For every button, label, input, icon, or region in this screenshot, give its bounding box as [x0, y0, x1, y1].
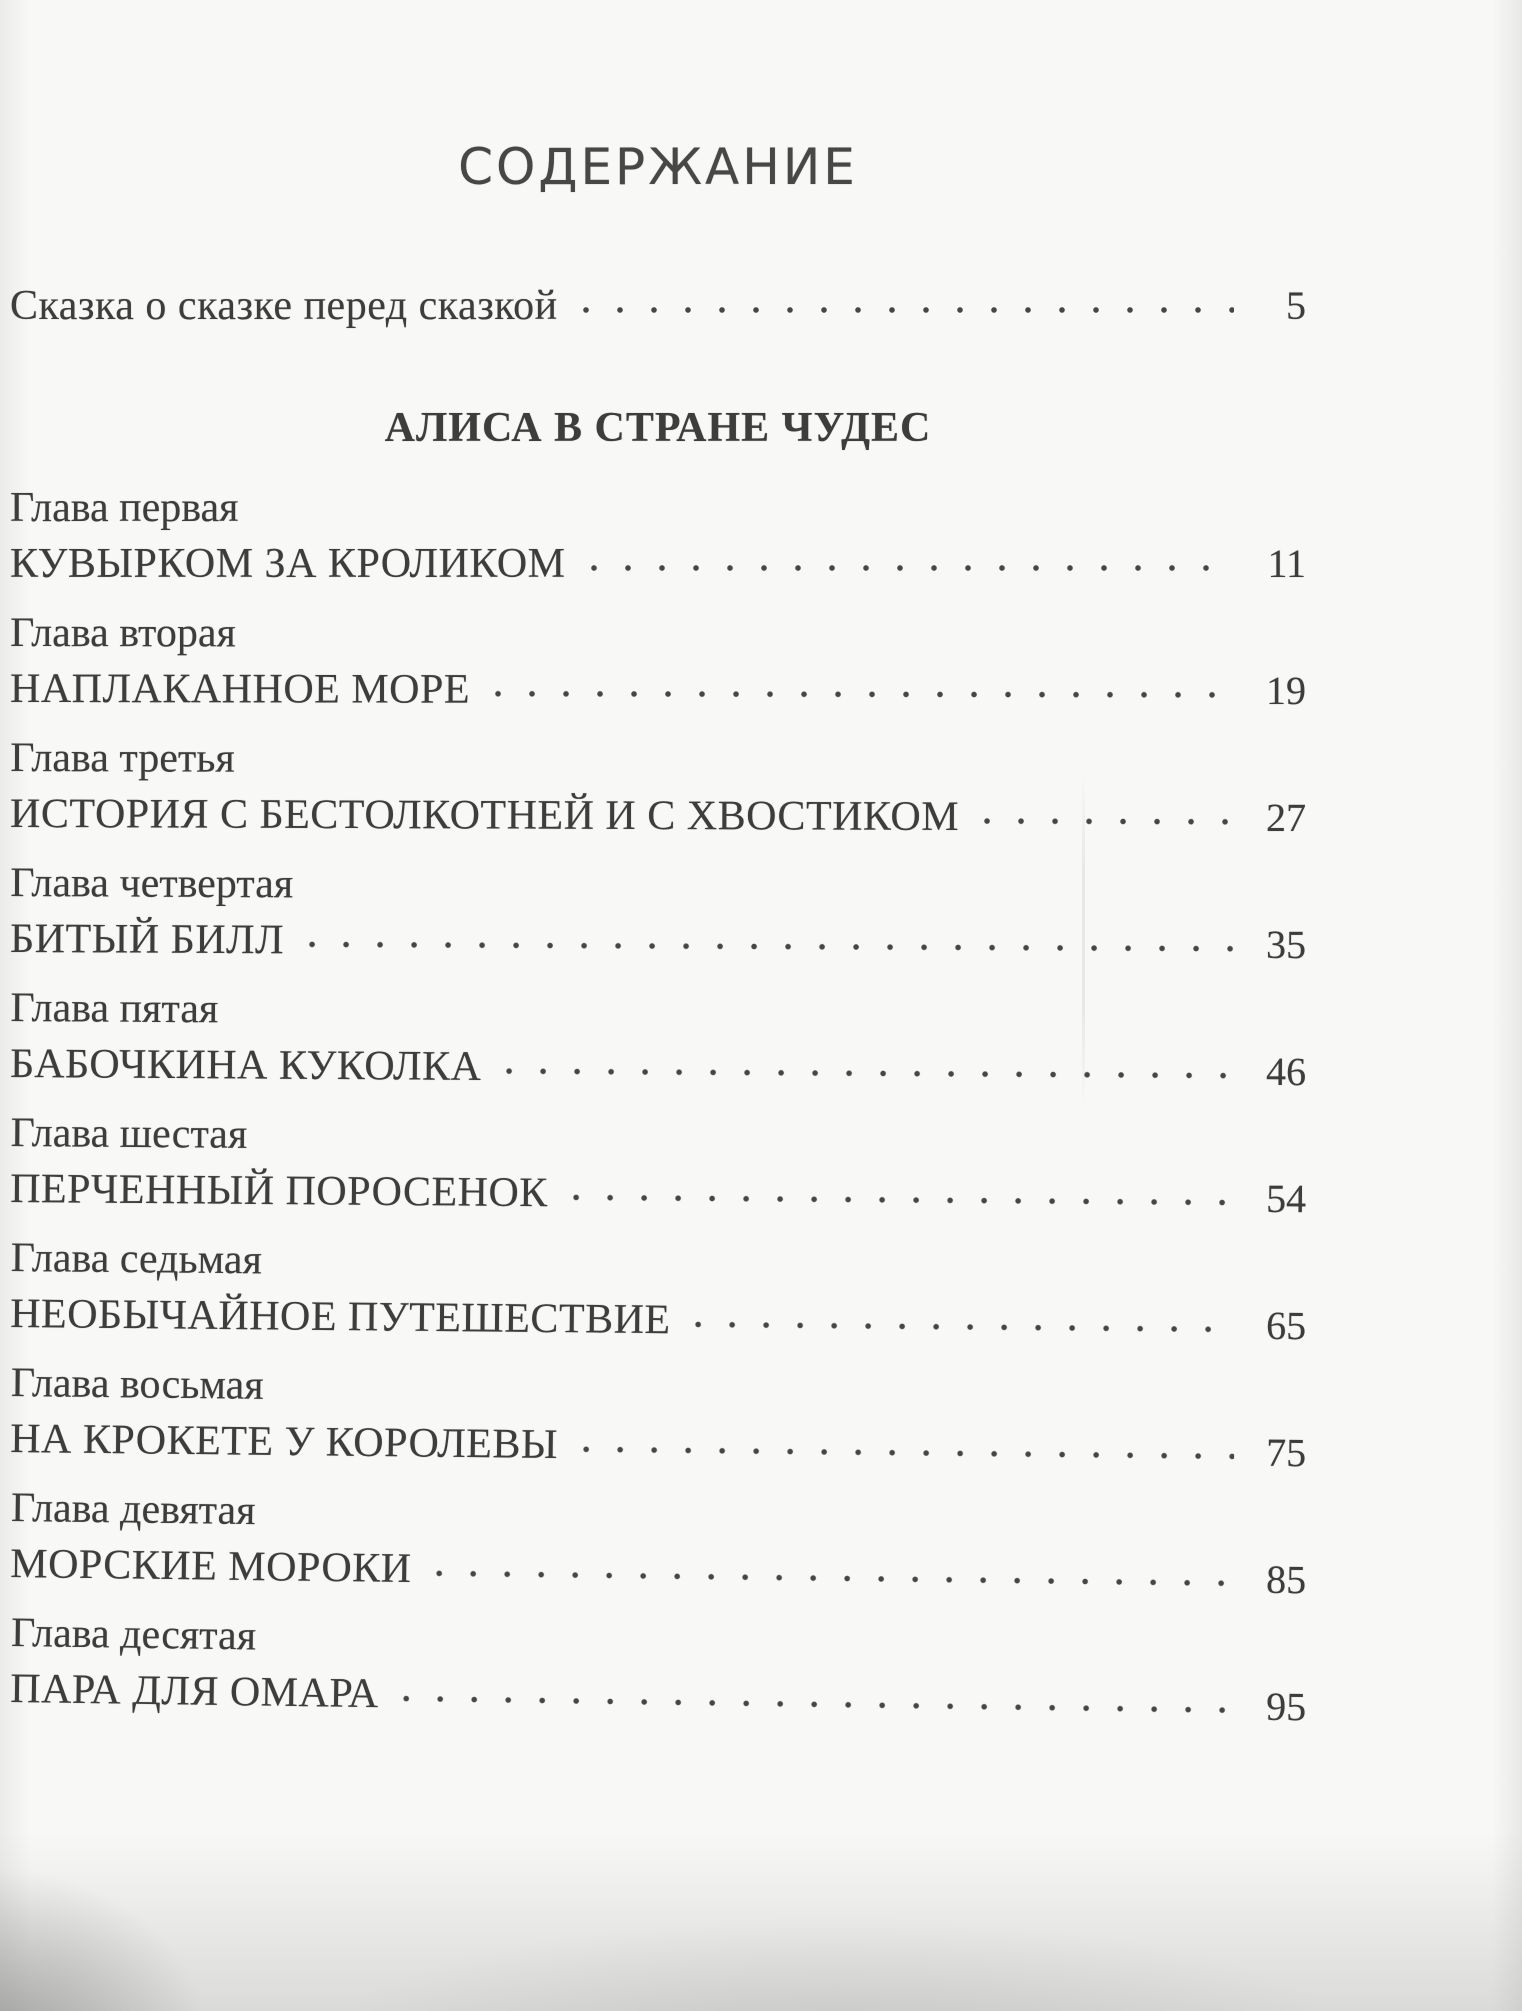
page-number: 5: [1286, 283, 1306, 328]
dot-leader: [505, 1067, 1234, 1080]
toc-entry: [10, 1486, 1307, 1602]
chapter-title-row: [10, 1042, 1306, 1094]
chapter-title-row: [10, 792, 1306, 840]
chapter-label: Глава вторая: [10, 610, 236, 657]
chapter-label: Глава седьмая: [10, 1235, 263, 1284]
chapter-label: Глава восьмая: [10, 1360, 264, 1409]
chapter-title: ПАРА ДЛЯ ОМАРА: [9, 1666, 380, 1718]
toc-entry: [10, 1611, 1307, 1729]
preface-title: Сказка о сказке перед сказкой: [10, 283, 558, 329]
chapter-title-row: [10, 1417, 1306, 1475]
dot-leader: [695, 1320, 1235, 1333]
page-number: 35: [1265, 921, 1307, 968]
page-number: 46: [1265, 1048, 1307, 1095]
page-number: 65: [1265, 1302, 1307, 1349]
chapter-title-row: [10, 1542, 1306, 1602]
chapter-title-row: [10, 542, 1306, 586]
chapter-label: Глава девятая: [10, 1485, 256, 1535]
toc-entry: [10, 1236, 1307, 1348]
page-title: СОДЕРЖАНИЕ: [458, 138, 858, 196]
chapter-label: Глава четвертая: [10, 860, 294, 908]
chapter-title: НАПЛАКАННОЕ МОРЕ: [9, 666, 471, 713]
dot-leader: [494, 690, 1234, 699]
dot-leader: [572, 1193, 1234, 1206]
chapter-title: НЕОБЫЧАЙНОЕ ПУТЕШЕСТВИЕ: [9, 1291, 671, 1344]
page-number: 75: [1265, 1429, 1307, 1476]
page-number: 54: [1265, 1175, 1307, 1222]
page-number: 19: [1265, 667, 1307, 714]
dot-leader: [435, 1569, 1234, 1587]
toc-content: [9, 138, 1307, 1730]
chapter-title: ИСТОРИЯ С БЕСТОЛКОТНЕЙ И С ХВОСТИКОМ: [9, 791, 960, 840]
toc-entry-list: [9, 485, 1307, 1730]
toc-entry: [10, 986, 1307, 1094]
dot-leader: [983, 817, 1234, 826]
chapter-title-row: [10, 1667, 1306, 1729]
toc-entry-preface: [10, 284, 1306, 328]
chapter-title: НА КРОКЕТЕ У КОРОЛЕВЫ: [9, 1416, 559, 1469]
chapter-title: БАБОЧКИНА КУКОЛКА: [9, 1041, 482, 1090]
section-title: АЛИСА В СТРАНЕ ЧУДЕС: [384, 405, 932, 451]
chapter-title: БИТЫЙ БИЛЛ: [9, 916, 285, 964]
dot-leader: [582, 306, 1234, 314]
page-number: 27: [1265, 794, 1307, 841]
toc-entry: [10, 861, 1306, 967]
chapter-label: Глава десятая: [10, 1610, 257, 1660]
dot-leader: [403, 1695, 1235, 1715]
toc-entry: [10, 736, 1306, 840]
chapter-label: Глава шестая: [10, 1110, 248, 1158]
page-number: 11: [1267, 541, 1306, 586]
chapter-title: ПЕРЧЕННЫЙ ПОРОСЕНОК: [9, 1166, 548, 1217]
chapter-title: КУВЫРКОМ ЗА КРОЛИКОМ: [10, 541, 566, 587]
chapter-label: Глава пятая: [10, 985, 219, 1033]
toc-entry: [10, 611, 1306, 713]
dot-leader: [590, 564, 1234, 572]
chapter-title-row: [10, 667, 1306, 713]
chapter-title-row: [10, 1167, 1306, 1221]
chapter-label: Глава первая: [10, 485, 239, 531]
toc-entry: [10, 1111, 1307, 1221]
dot-leader: [308, 940, 1234, 952]
page-number: 95: [1265, 1683, 1307, 1730]
chapter-title-row: [10, 1292, 1306, 1348]
chapter-title: МОРСКИЕ МОРОКИ: [9, 1541, 412, 1593]
toc-entry: [10, 486, 1306, 586]
chapter-title-row: [10, 917, 1306, 967]
toc-entry: [10, 1361, 1307, 1475]
dot-leader: [582, 1445, 1234, 1460]
page-number: 85: [1265, 1556, 1307, 1603]
chapter-label: Глава третья: [10, 735, 235, 782]
